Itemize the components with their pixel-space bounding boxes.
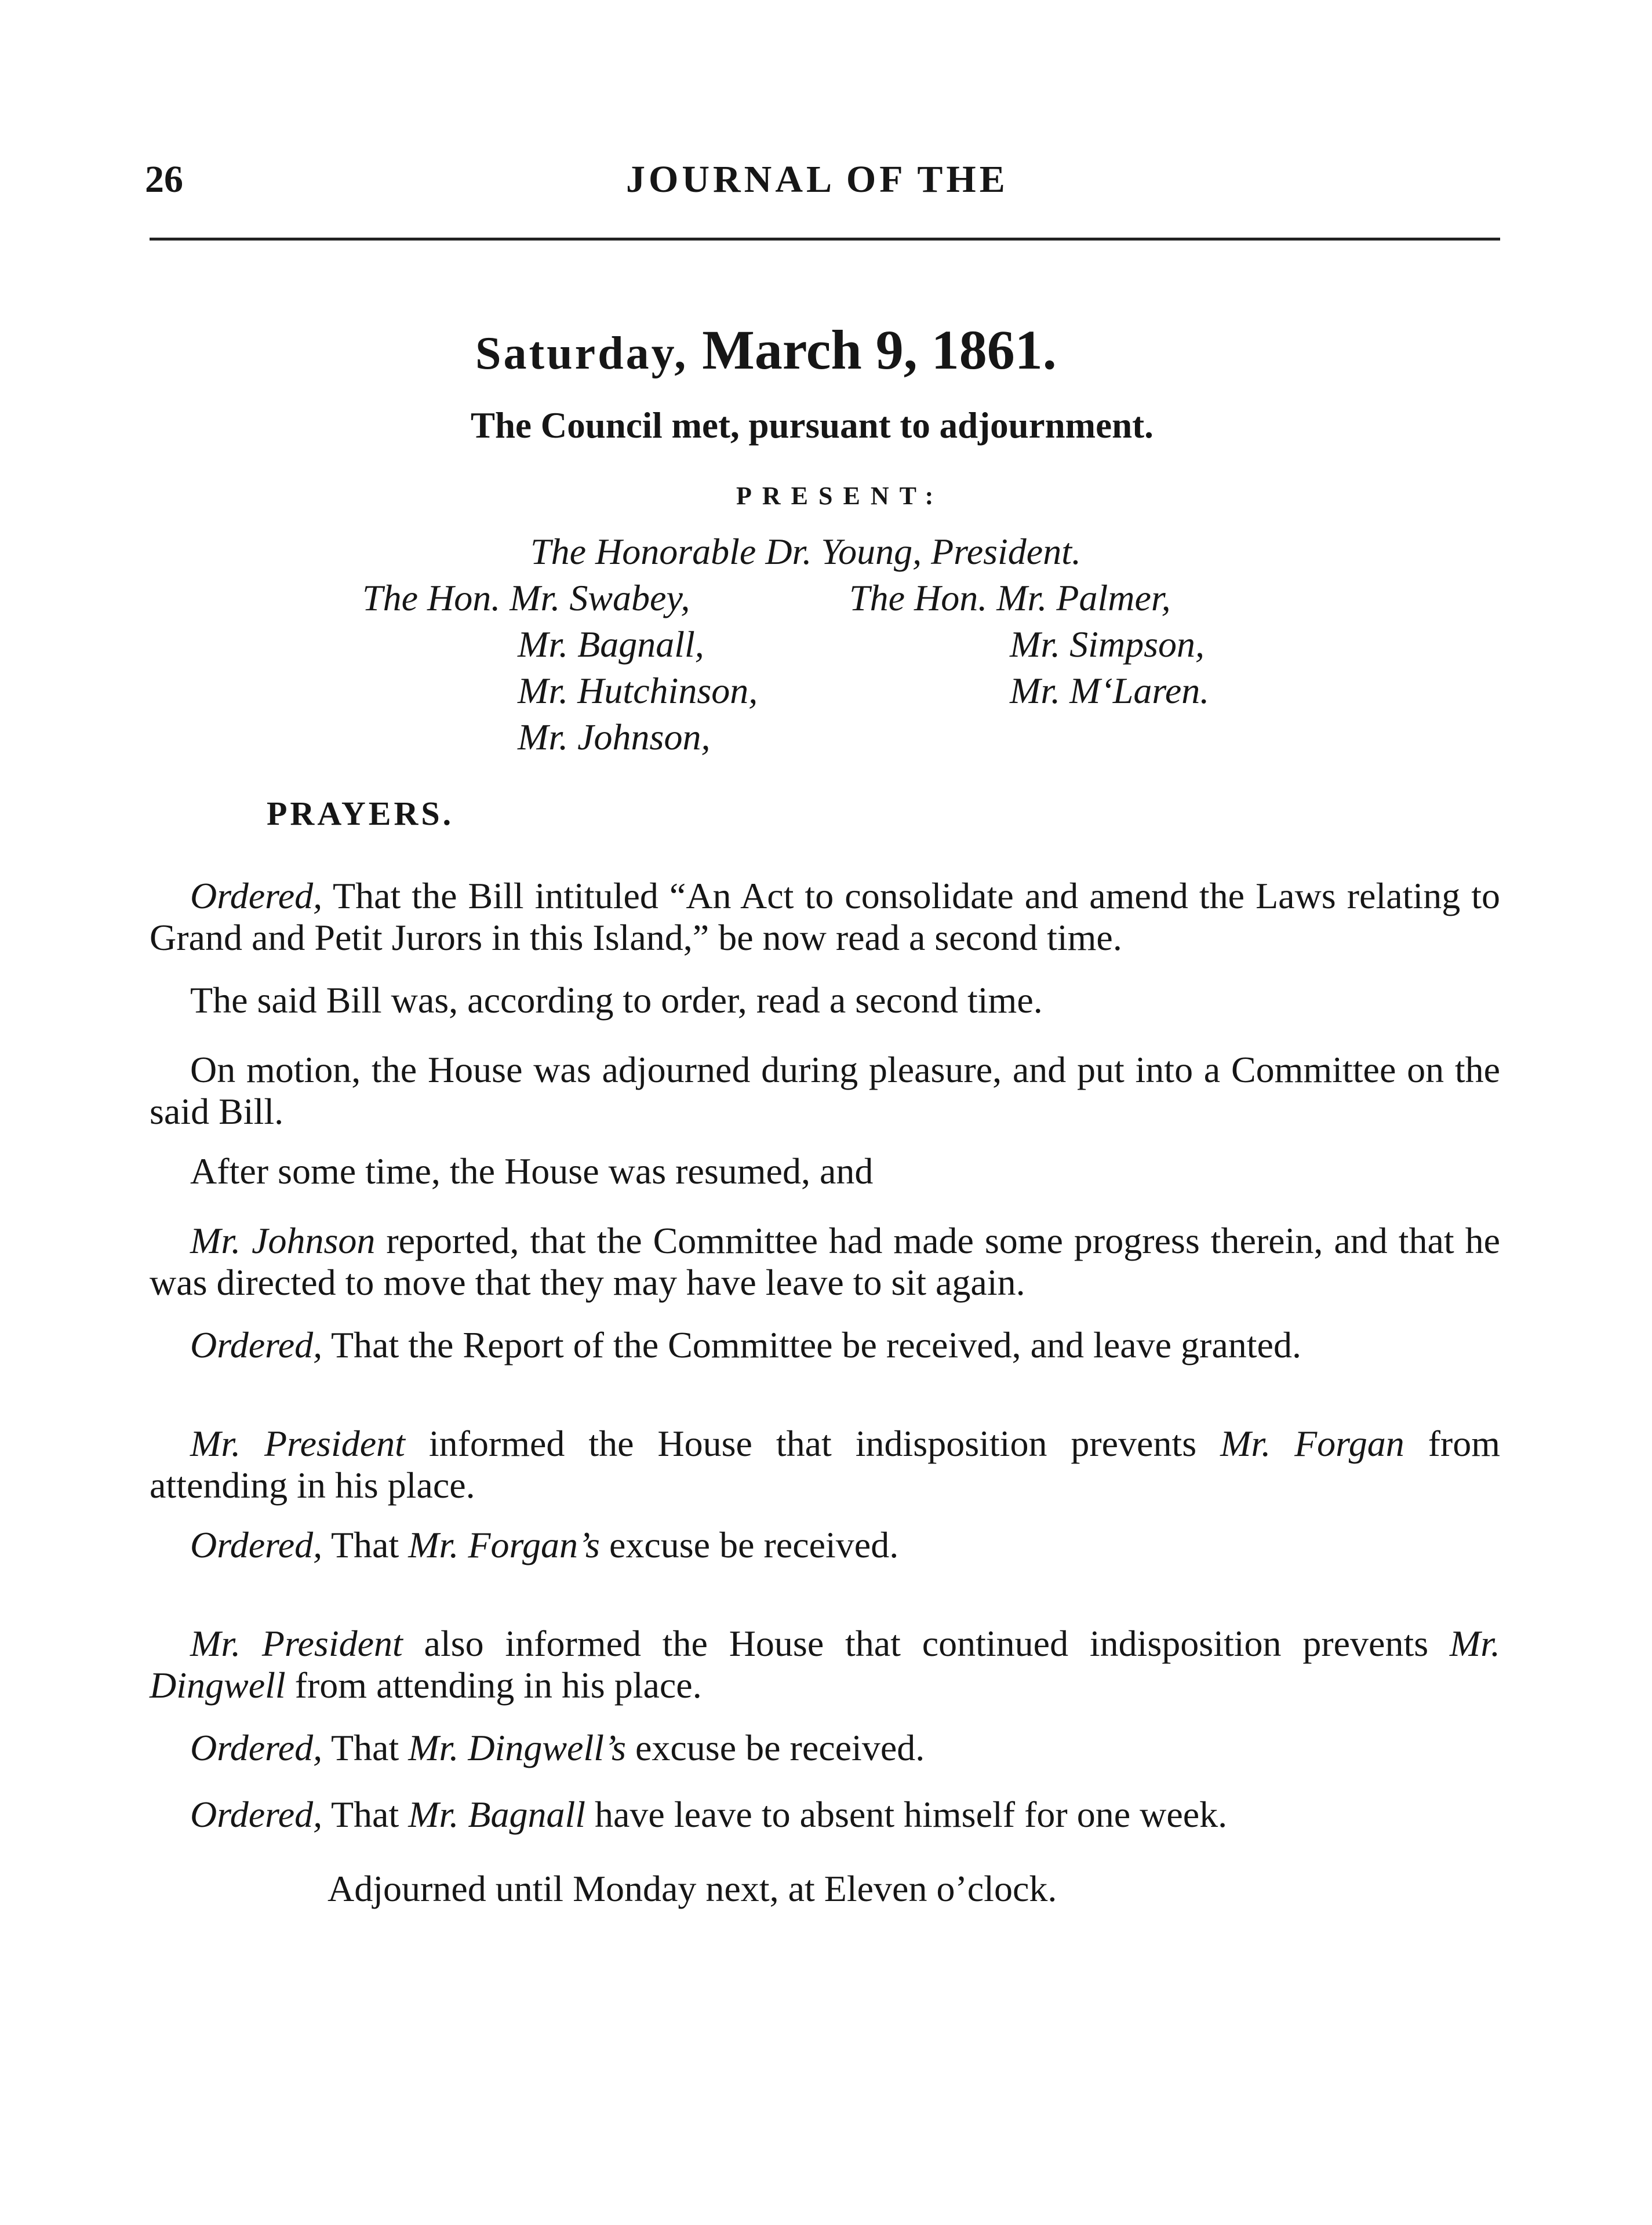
proceeding-text: That — [322, 1524, 409, 1565]
proceeding-text: reported, that the Committee had made some progress therein, and that he was directed to move that they may have leave to sit again. — [150, 1220, 1501, 1303]
proceeding-text: After some time, the House was resumed, and — [190, 1150, 874, 1192]
president-line: The Honorable Dr. Young, President. — [530, 531, 1081, 572]
proceeding-tail: excuse be received. — [625, 1727, 925, 1768]
proceeding-9 — [150, 1623, 1500, 1706]
proceeding-text: That — [322, 1794, 409, 1835]
adjournment-line: Adjourned until Monday next, at Eleven o’clock. — [328, 1868, 1057, 1909]
proceeding-name: Mr. Dingwell — [150, 1623, 1501, 1706]
session-date-text: March 9, 1861. — [702, 319, 1057, 381]
header-rule — [150, 238, 1500, 241]
proceeding-lead: Ordered, — [190, 1794, 323, 1835]
page-number: 26 — [145, 158, 183, 201]
member-right-1: The Hon. Mr. Palmer, — [849, 577, 1171, 618]
proceeding-text: That the Report of the Committee be received, and leave granted. — [322, 1324, 1301, 1365]
member-left-1: The Hon. Mr. Swabey, — [362, 577, 690, 618]
member-left-2: Mr. Bagnall, — [518, 624, 704, 665]
proceeding-7 — [150, 1423, 1500, 1506]
proceeding-8 — [150, 1524, 1500, 1566]
proceeding-text: also informed the House that continued indisposition prevents — [402, 1623, 1450, 1664]
proceeding-10 — [150, 1727, 1500, 1769]
present-heading: PRESENT: — [736, 482, 944, 510]
prayers-heading: PRAYERS. — [267, 795, 454, 832]
proceeding-tail: from attending in his place. — [150, 1423, 1501, 1506]
member-left-4: Mr. Johnson, — [518, 716, 711, 758]
proceeding-tail: from attending in his place. — [285, 1665, 702, 1706]
proceeding-lead: Ordered, — [190, 1727, 323, 1768]
proceeding-name: Mr. Dingwell’s — [408, 1727, 626, 1768]
proceeding-lead: Mr. Johnson — [190, 1220, 376, 1261]
proceeding-lead: Ordered, — [190, 1524, 323, 1565]
proceeding-6 — [150, 1324, 1500, 1366]
proceeding-3 — [150, 1049, 1500, 1132]
proceeding-tail: have leave to absent himself for one week. — [585, 1794, 1228, 1835]
proceeding-11 — [150, 1794, 1500, 1836]
proceeding-lead: Ordered, — [190, 1324, 323, 1365]
member-left-3: Mr. Hutchinson, — [518, 670, 758, 711]
running-title: JOURNAL OF THE — [626, 158, 1009, 201]
proceeding-tail: excuse be received. — [599, 1524, 899, 1565]
proceeding-5 — [150, 1220, 1500, 1303]
proceeding-name: Mr. Bagnall — [408, 1794, 585, 1835]
proceeding-lead: Mr. President — [190, 1423, 405, 1464]
proceeding-text: On motion, the House was adjourned during pleasure, and put into a Committee on the said Bill. — [150, 1049, 1500, 1132]
proceeding-name: Mr. Forgan’s — [408, 1524, 600, 1565]
proceeding-2 — [150, 979, 1500, 1021]
session-opening: The Council met, pursuant to adjournment. — [471, 405, 1154, 446]
proceeding-lead: Ordered, — [190, 875, 323, 916]
proceeding-text: That — [322, 1727, 409, 1768]
proceeding-lead: Mr. President — [190, 1623, 403, 1664]
session-day: Saturday, — [475, 328, 689, 379]
member-right-3: Mr. M‘Laren. — [1010, 670, 1210, 711]
proceeding-text: The said Bill was, according to order, read a second time. — [190, 979, 1043, 1021]
proceeding-1 — [150, 875, 1500, 959]
proceeding-text: informed the House that indisposition prevents — [405, 1423, 1221, 1464]
member-right-2: Mr. Simpson, — [1010, 624, 1205, 665]
proceeding-name: Mr. Forgan — [1220, 1423, 1404, 1464]
proceeding-4 — [150, 1150, 1500, 1192]
session-date — [475, 318, 1057, 382]
proceeding-text: That the Bill intituled “An Act to consolidate and amend the Laws relating to Grand and Petit Jurors in this Island,” be now read a second time. — [150, 875, 1500, 958]
